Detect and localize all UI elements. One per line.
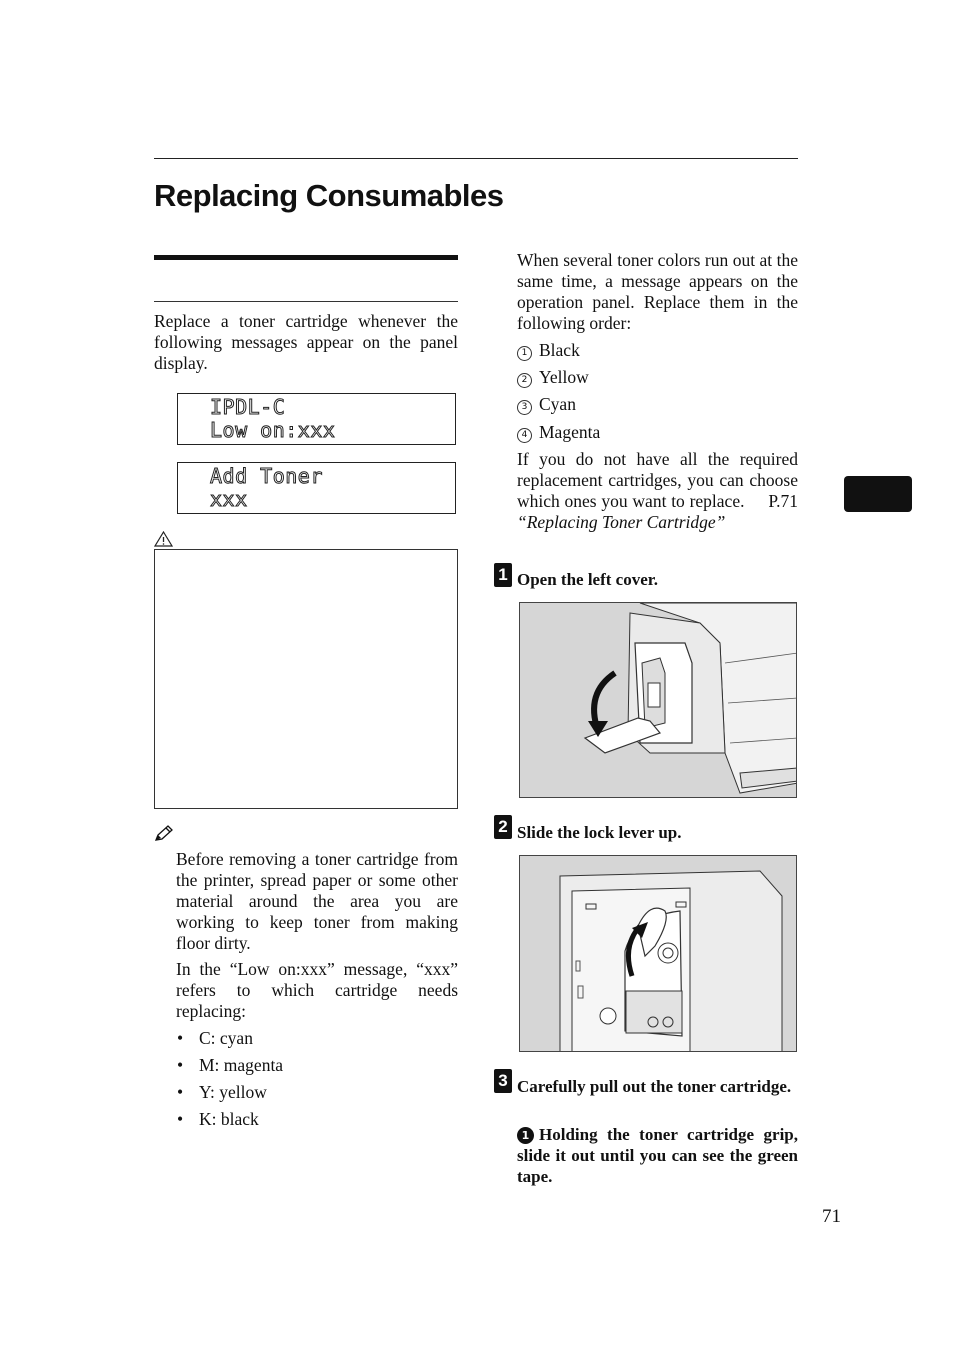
order-item: 3 Cyan: [517, 394, 576, 415]
step-text: Slide the lock lever up.: [517, 823, 682, 842]
order-item: 2 Yellow: [517, 367, 589, 388]
lcd-display-low-toner: [177, 393, 456, 445]
step-text: Carefully pull out the toner cartridge.: [517, 1077, 792, 1096]
list-item: • K: black: [177, 1109, 259, 1129]
lcd-line: Add Toner: [210, 464, 323, 488]
chapter-tab: [844, 476, 912, 512]
note-paragraph-2: In the “Low on:xxx” message, “xxx” refers to which cartridge needs replacing:: [176, 959, 458, 1021]
header-rule: [154, 158, 798, 159]
illustration-slide-lock-lever: [519, 855, 797, 1052]
pencil-note-icon: [154, 824, 174, 842]
lcd-line: Low on:xxx: [210, 418, 336, 442]
warning-triangle-icon: [154, 531, 173, 547]
illustration-open-left-cover: [519, 602, 797, 798]
order-intro-paragraph: When several toner colors run out at the same time, a message appears on the operation panel. Replace them in the following order:: [517, 250, 798, 333]
list-item: • Y: yellow: [177, 1082, 267, 1102]
list-item: • M: magenta: [177, 1055, 284, 1075]
lcd-display-add-toner: [177, 462, 456, 514]
lcd-line: IPDL-C: [210, 395, 286, 419]
note-paragraph-1: Before removing a toner cartridge from the printer, spread paper or some other material around the area you are working to keep toner from making floor dirty.: [176, 849, 458, 953]
order-item: 4 Magenta: [517, 422, 600, 443]
section-bar-thin: [154, 301, 458, 302]
page-number: 71: [822, 1206, 841, 1227]
choose-paragraph: If you do not have all the required replacement cartridges, you can choose which ones you want to replace. P.71 “Replacing Toner Cartridge”: [517, 449, 799, 532]
step-number: 2: [494, 815, 512, 839]
intro-paragraph: Replace a toner cartridge whenever the following messages appear on the panel display.: [154, 311, 458, 373]
substep-text: 1 Holding the toner cartridge grip, slide it out until you can see the green tape.: [517, 1125, 798, 1186]
list-item: • C: cyan: [177, 1028, 253, 1048]
cross-reference[interactable]: P.71 “Replacing Toner Cartridge”: [517, 491, 799, 532]
section-bar-thick: [154, 255, 458, 260]
step-text: Open the left cover.: [517, 570, 659, 589]
step-number: 1: [494, 563, 512, 587]
step-number: 3: [494, 1069, 512, 1093]
lcd-line: xxx: [210, 487, 248, 511]
page-title: Replacing Consumables: [154, 178, 504, 213]
warning-box: [154, 549, 458, 809]
order-item: 1 Black: [517, 340, 580, 361]
